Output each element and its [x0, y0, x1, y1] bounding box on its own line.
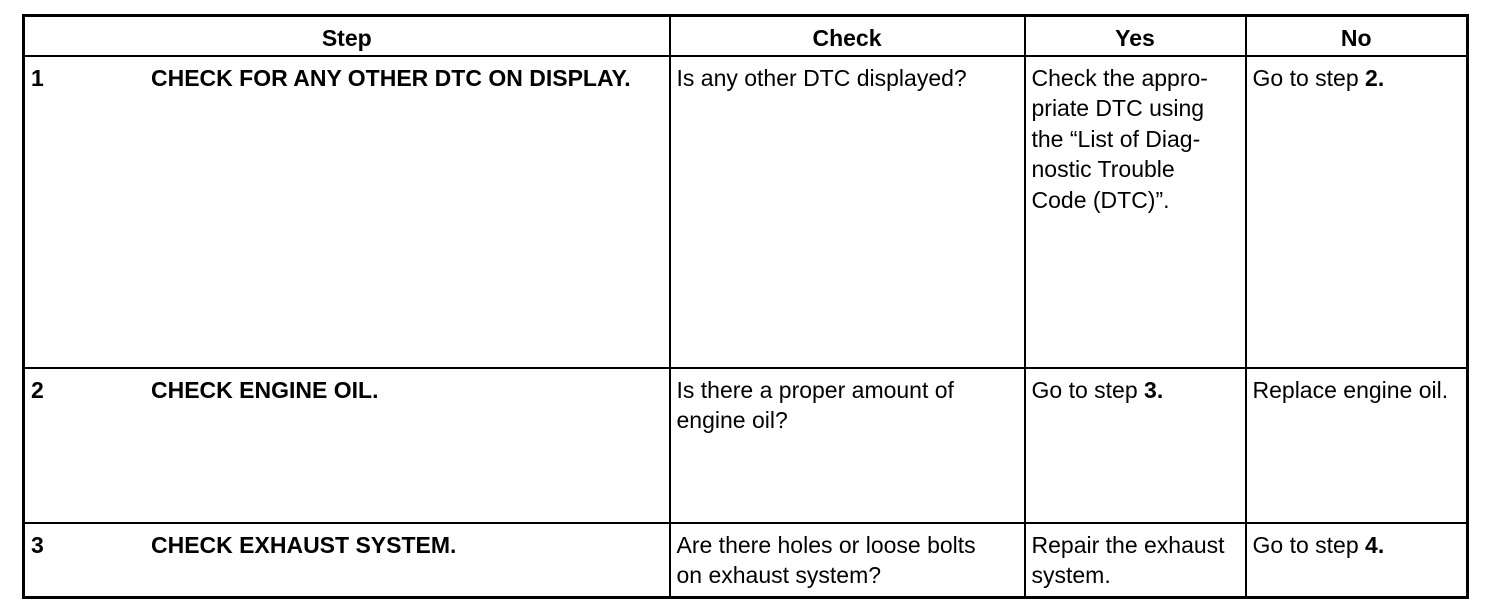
check-line: on exhaust system? — [676, 562, 882, 588]
step-cell — [24, 56, 670, 368]
step-reference: 2 — [1365, 64, 1378, 91]
step-cell — [24, 368, 670, 523]
no-suffix: . — [1377, 64, 1385, 91]
header-step: Step — [24, 16, 670, 56]
yes-line: the “List of Diag- — [1031, 125, 1201, 152]
yes-cell — [1025, 56, 1246, 368]
header-no: No — [1246, 16, 1468, 56]
yes-suffix: . — [1156, 376, 1164, 403]
step-title: CHECK FOR ANY OTHER DTC ON DISPLAY. — [151, 64, 631, 91]
step-cell — [24, 523, 670, 598]
no-prefix: Go to step — [1252, 64, 1366, 91]
check-cell — [670, 523, 1025, 598]
yes-cell — [1025, 368, 1246, 523]
no-suffix: . — [1377, 531, 1385, 558]
yes-line: Check the appro- — [1031, 64, 1208, 91]
diagnostic-table — [22, 14, 1469, 599]
check-cell — [670, 368, 1025, 523]
header-yes: Yes — [1025, 16, 1246, 56]
check-line: Are there holes or loose bolts — [676, 531, 976, 558]
table-row — [24, 56, 1468, 368]
table-row — [24, 523, 1468, 598]
check-line: Is there a proper amount of — [676, 376, 954, 403]
step-title: CHECK EXHAUST SYSTEM. — [151, 531, 457, 558]
step-number: 1 — [31, 64, 44, 91]
yes-line: priate DTC using — [1031, 95, 1205, 121]
yes-prefix: Go to step — [1031, 376, 1145, 403]
table-header-row — [24, 16, 1468, 56]
check-line: engine oil? — [676, 407, 788, 433]
no-prefix: Go to step — [1252, 531, 1366, 558]
step-reference: 3 — [1144, 376, 1157, 403]
no-cell — [1246, 523, 1468, 598]
no-cell: Replace engine oil. — [1246, 368, 1468, 523]
yes-cell — [1025, 523, 1246, 598]
yes-line: system. — [1031, 562, 1111, 588]
yes-line: Repair the exhaust — [1031, 531, 1225, 558]
step-title: CHECK ENGINE OIL. — [151, 376, 379, 403]
yes-line: Code (DTC)”. — [1031, 186, 1170, 213]
no-cell — [1246, 56, 1468, 368]
header-check: Check — [670, 16, 1025, 56]
check-cell: Is any other DTC displayed? — [670, 56, 1025, 368]
step-reference: 4 — [1365, 531, 1378, 558]
step-number: 3 — [31, 531, 44, 558]
step-number: 2 — [31, 376, 44, 403]
yes-line: nostic Trouble — [1031, 156, 1175, 182]
table-row — [24, 368, 1468, 523]
